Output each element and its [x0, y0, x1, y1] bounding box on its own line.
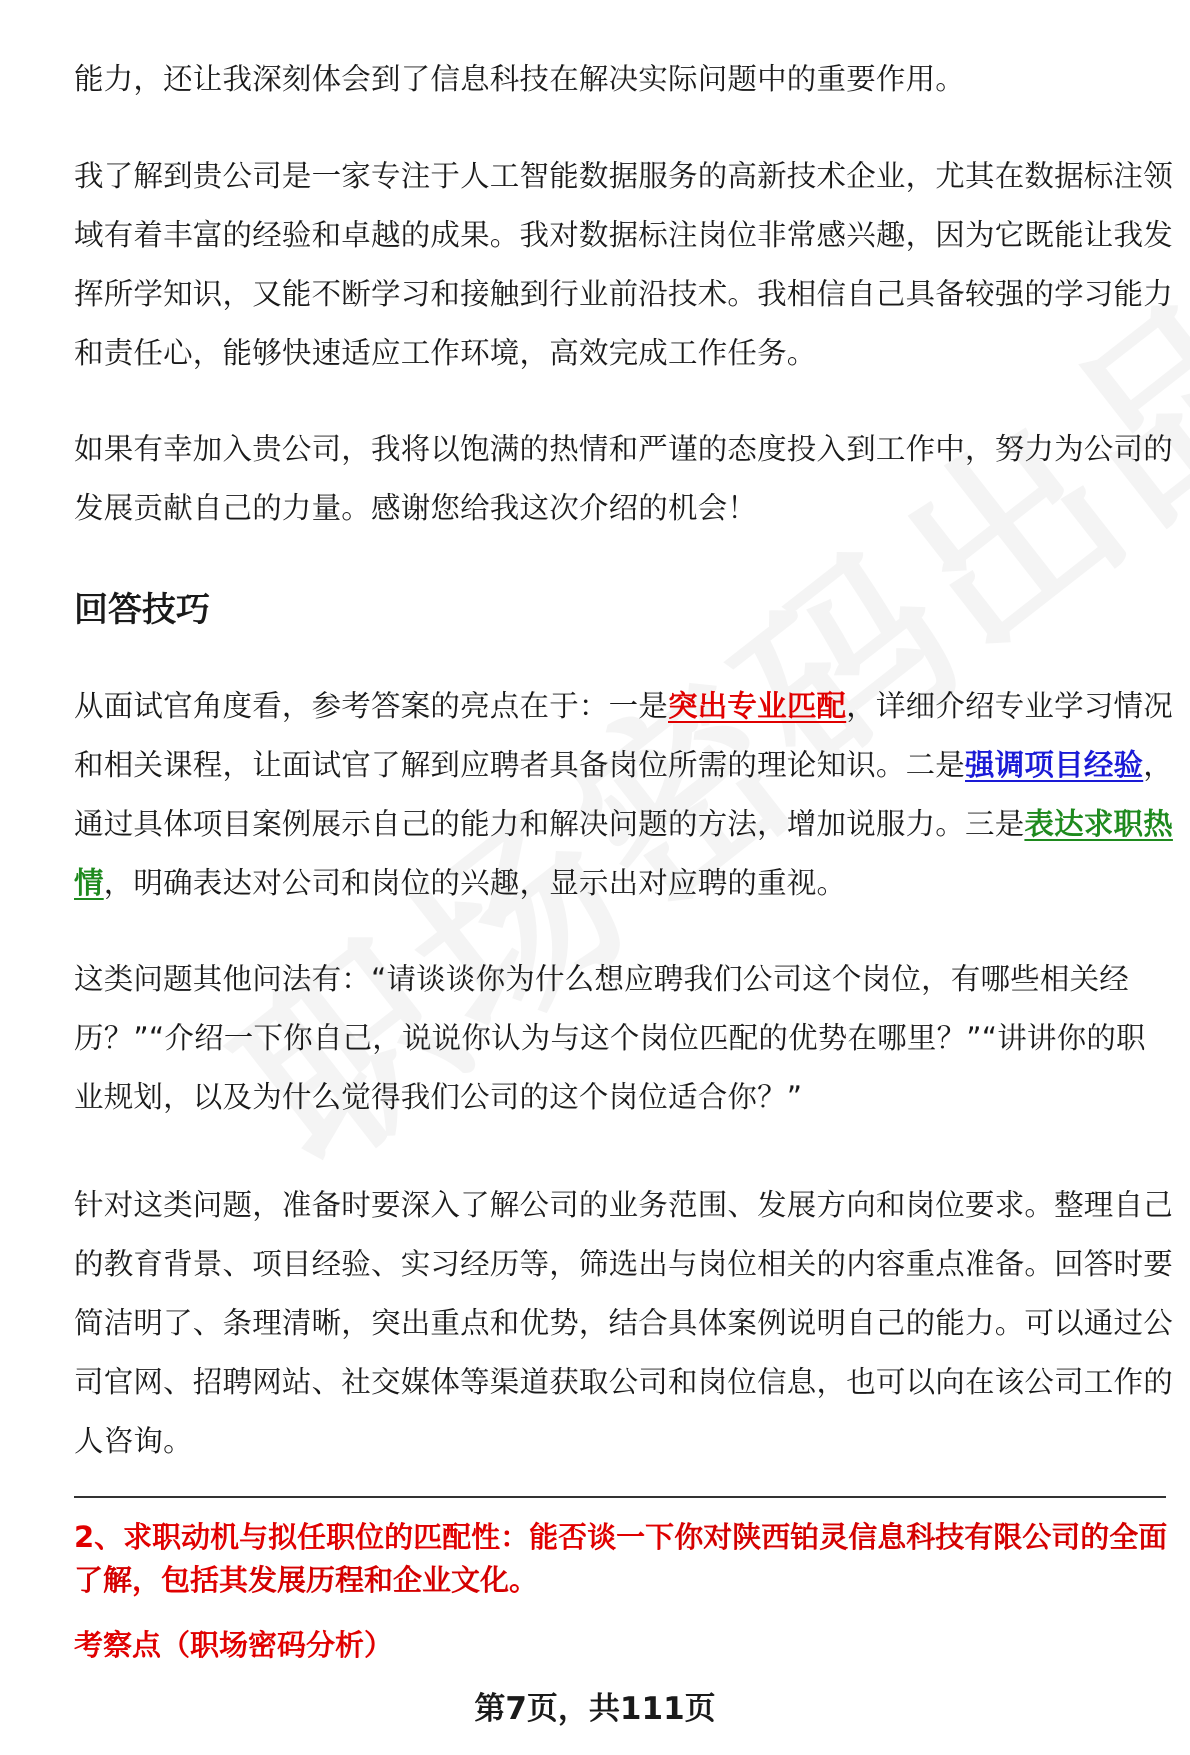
- page-number-footer: 第7页，共111页: [474, 1691, 716, 1727]
- text-segment: ，明确表达对公司和岗位的兴趣，显示出对应聘的重视。: [103, 866, 847, 900]
- paragraph-highlights: [74, 677, 1174, 913]
- highlight-job-enthusiasm: 表达求职热情: [74, 807, 1173, 900]
- question-2-end: 。: [509, 1563, 539, 1597]
- question-2-emphasis-history: 发展历程和企业文化: [248, 1563, 510, 1597]
- question-2-prefix: 2、求职动机与拟任职位的匹配性：能否谈一下: [74, 1520, 675, 1554]
- section-divider: [74, 1496, 1166, 1498]
- question-2-middle: ，包括其: [132, 1563, 249, 1597]
- assessment-point-label: 考察点（职场密码分析）: [74, 1628, 394, 1662]
- text-segment: ，详细介绍专业学习情况和相关课程，让面试官了解到应聘者具备岗位所需的理论知识。二是: [74, 689, 1173, 782]
- paragraph-closing: 如果有幸加入贵公司，我将以饱满的热情和严谨的态度投入到工作中，努力为公司的发展贡献自己的力量。感谢您给我这次介绍的机会！: [74, 432, 1173, 525]
- paragraph-company-interest: 我了解到贵公司是一家专注于人工智能数据服务的高新技术企业，尤其在数据标注领域有着丰富的经验和卓越的成果。我对数据标注岗位非常感兴趣，因为它既能让我发挥所学知识，又能不断学习和接触到行业前沿技术。我相信自己具备较强的学习能力和责任心，能够快速适应工作环境，高效完成工作任务。: [74, 159, 1173, 370]
- text-segment: ，通过具体项目案例展示自己的能力和解决问题的方法，增加说服力。三是: [74, 748, 1173, 841]
- highlight-professional-match: 突出专业匹配: [668, 689, 847, 723]
- question-2-emphasis-company: 你对陕西铂灵信息科技有限公司的全面了解: [74, 1520, 1168, 1597]
- highlight-project-experience: 强调项目经验: [965, 748, 1144, 782]
- paragraph-preparation-advice: 针对这类问题，准备时要深入了解公司的业务范围、发展方向和岗位要求。整理自己的教育背景、项目经验、实习经历等，筛选出与岗位相关的内容重点准备。回答时要简洁明了、条理清晰，突出重点和优势，结合具体案例说明自己的能力。可以通过公司官网、招聘网站、社交媒体等渠道获取公司和岗位信息，也可以向在该公司工作的人咨询。: [74, 1188, 1173, 1458]
- text-segment: 从面试官角度看，参考答案的亮点在于：一是: [74, 689, 669, 723]
- section-heading-tips: 回答技巧: [74, 590, 210, 630]
- paragraph-alternative-questions: 这类问题其他问法有：“请谈谈你为什么想应聘我们公司这个岗位，有哪些相关经历？”“介绍一下你自己，说说你认为与这个岗位匹配的优势在哪里？”“讲讲你的职业规划，以及为什么觉得我们公司的这个岗位适合你？”: [74, 962, 1146, 1114]
- paragraph-intro-end: 能力，还让我深刻体会到了信息科技在解决实际问题中的重要作用。: [74, 62, 966, 96]
- question-2: [74, 1516, 1174, 1602]
